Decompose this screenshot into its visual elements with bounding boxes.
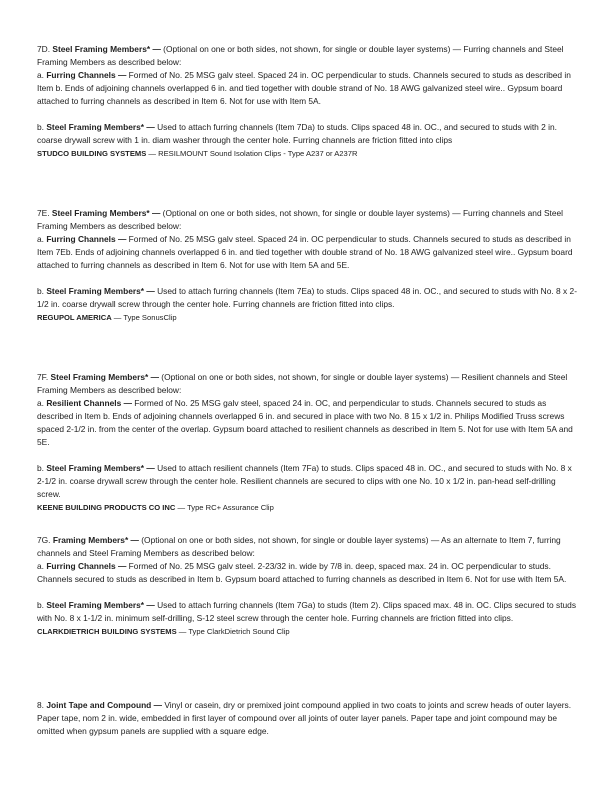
subitem-text: Formed of No. 25 MSG galv steel. Spaced 24 in. OC perpendicular to studs. Channels secured to studs as described in Item 7Eb. Ends of adjoining channels overlapped 6 in. and tied together with double strand of No. 18 AWG galvanized steel wire.. Gypsum board attached to furring channels as described in Item 6. Not for use with Item 5A and 5E. [37, 234, 573, 270]
item-text: Vinyl or casein, dry or premixed joint compound applied in two coats to joints and screw heads of outer layers. Paper tape, nom 2 in. wide, embedded in first layer of compound over all joints of outer layer panels. Paper tape and joint compound may be omitted when gypsum panels are supplied with a square edge. [37, 700, 572, 736]
subitem-title: Steel Framing Members* — [46, 463, 155, 473]
item-title: Steel Framing Members* — [50, 372, 159, 382]
subitem-a: a. Furring Channels — Formed of No. 25 MSG galv steel. 2-23/32 in. wide by 7/8 in. deep, spaced max. 24 in. OC perpendicular to studs. Channels secured to studs as described in Item b. Gypsum board attached to furring channels as described in Item 6. Not for use with Item 5A. [37, 561, 567, 584]
section-7e [37, 207, 577, 324]
section-intro [37, 207, 577, 233]
subitem-title: Furring Channels — [46, 561, 127, 571]
subitem-text: Formed of No. 25 MSG galv steel. 2-23/32 in. wide by 7/8 in. deep, spaced max. 24 in. OC perpendicular to studs. Channels secured to studs as described in Item b. Gypsum board attached to furring channels as described in Item 6. Not for use with Item 5A. [37, 561, 567, 584]
manufacturer-name: REGUPOL AMERICA [37, 313, 112, 322]
subitem-title: Furring Channels — [46, 70, 127, 80]
manufacturer-product: — Type RC+ Assurance Clip [175, 503, 274, 512]
item-number: 7E. [37, 208, 52, 218]
item-text: (Optional on one or both sides, not shown, for single or double layer systems) — Furring channels and Steel Framing Members as described below: [37, 208, 564, 231]
subitem-b: b. Steel Framing Members* — Used to attach furring channels (Item 7Da) to studs. Clips spaced 48 in. OC., and secured to studs with 2 in. coarse drywall screw with 1 in. diam washer through the center hole. Furring channels are friction fitted into clips [37, 122, 557, 145]
section-7g [37, 534, 577, 638]
subitem-b: b. Steel Framing Members* — Used to attach resilient channels (Item 7Fa) to studs. Clips spaced 48 in. OC., and secured to studs with No. 8 x 2-1/2 in. coarse drywall screw through the center hole. Resilient channels are secured to clips with one No. 10 x 1/2 in. pan-head self-drilling screw. [37, 463, 572, 499]
section-7d [37, 43, 577, 160]
manufacturer-line [37, 311, 577, 324]
manufacturer-name: CLARKDIETRICH BUILDING SYSTEMS [37, 627, 177, 636]
section-intro [37, 534, 577, 560]
subitem-a: a. Resilient Channels — Formed of No. 25 MSG galv steel, spaced 24 in. OC, and perpendicular to studs. Channels secured to studs as described in Item b. Ends of adjoining channels overlapped 6 in. and secured in place with two No. 8 15 x 1/2 in. Philips Modified Truss screws spaced 2-1/2 in. from the center of the overlap. Gypsum board attached to resilient channels as described in Item 5. Not for use with Item 5A and 5E. [37, 398, 573, 447]
item-8-paragraph [37, 699, 577, 738]
item-text: (Optional on one or both sides, not shown, for single or double layer systems) — Furring channels and Steel Framing Members as described below: [37, 44, 564, 67]
subitem-title: Steel Framing Members* — [46, 122, 155, 132]
subitem-text: Used to attach resilient channels (Item 7Fa) to studs. Clips spaced 48 in. OC., and secured to studs with No. 8 x 2-1/2 in. coarse drywall screw through the center hole. Resilient channels are secured to clips with one No. 10 x 1/2 in. pan-head self-drilling screw. [37, 463, 572, 499]
subitem-text: Formed of No. 25 MSG galv steel. Spaced 24 in. OC perpendicular to studs. Channels secured to studs as described in Item b. Ends of adjoining channels overlapped 6 in. and tied together with double strand of No. 18 AWG galvanized steel wire.. Gypsum board attached to furring channels as described in Item 6. Not for use with Item 5A. [37, 70, 571, 106]
manufacturer-line [37, 501, 577, 514]
manufacturer-name: KEENE BUILDING PRODUCTS CO INC [37, 503, 176, 512]
section-8 [37, 699, 577, 738]
subitem-a: a. Furring Channels — Formed of No. 25 MSG galv steel. Spaced 24 in. OC perpendicular to studs. Channels secured to studs as described in Item 7Eb. Ends of adjoining channels overlapped 6 in. and tied together with double strand of No. 18 AWG galvanized steel wire.. Gypsum board attached to furring channels as described in Item 6. Not for use with Item 5A and 5E. [37, 234, 573, 270]
subitem-title: Furring Channels — [46, 234, 127, 244]
manufacturer-product: — Type SonusClip [111, 313, 177, 322]
item-title: Steel Framing Members* — [51, 208, 161, 218]
item-number: 7D. [37, 44, 53, 54]
manufacturer-line [37, 147, 577, 160]
subitem-text: Used to attach furring channels (Item 7Ga) to studs (Item 2). Clips spaced max. 48 in. OC. Clips secured to studs with No. 8 x 1-1/2 in. minimum self-drilling, S-12 steel screw through the center hole. Furring channels are friction fitted into clips. [37, 600, 577, 623]
subitem-title: Steel Framing Members* — [46, 286, 155, 296]
manufacturer-product: — Type ClarkDietrich Sound Clip [176, 627, 290, 636]
subitem-b: b. Steel Framing Members* — Used to attach furring channels (Item 7Ga) to studs (Item 2). Clips spaced max. 48 in. OC. Clips secured to studs with No. 8 x 1-1/2 in. minimum self-drilling, S-12 steel screw through the center hole. Furring channels are friction fitted into clips. [37, 600, 577, 623]
subitem-title: Steel Framing Members* — [46, 600, 155, 610]
subitem-text: Used to attach furring channels (Item 7Da) to studs. Clips spaced 48 in. OC., and secured to studs with 2 in. coarse drywall screw with 1 in. diam washer through the center hole. Furring channels are friction fitted into clips [37, 122, 557, 145]
item-text: (Optional on one or both sides, not shown, for single or double layer systems) — Resilient channels and Steel Framing Members as described below: [37, 372, 568, 395]
manufacturer-line [37, 625, 577, 638]
item-number: 7G. [37, 535, 53, 545]
manufacturer-product: — RESILMOUNT Sound Isolation Clips - Type A237 or A237R [146, 149, 358, 158]
section-7f [37, 371, 577, 514]
section-intro [37, 371, 577, 397]
section-intro [37, 43, 577, 69]
manufacturer-name: STUDCO BUILDING SYSTEMS [37, 149, 147, 158]
item-title: Joint Tape and Compound — [46, 700, 163, 710]
item-title: Framing Members* — [52, 535, 139, 545]
item-number: 8. [37, 700, 47, 710]
subitem-a: a. Furring Channels — Formed of No. 25 MSG galv steel. Spaced 24 in. OC perpendicular to studs. Channels secured to studs as described in Item b. Ends of adjoining channels overlapped 6 in. and tied together with double strand of No. 18 AWG galvanized steel wire.. Gypsum board attached to furring channels as described in Item 6. Not for use with Item 5A. [37, 70, 571, 106]
item-title: Steel Framing Members* — [52, 44, 161, 54]
subitem-title: Resilient Channels — [46, 398, 132, 408]
item-text: (Optional on one or both sides, not shown, for single or double layer systems) — As an alternate to Item 7, furring channels and Steel Framing Members as described below: [37, 535, 561, 558]
item-number: 7F. [37, 372, 51, 382]
subitem-text: Used to attach furring channels (Item 7Ea) to studs. Clips spaced 48 in. OC., and secured to studs with No. 8 x 2-1/2 in. coarse drywall screw through the center hole. Furring channels are friction fitted into clips. [37, 286, 577, 309]
subitem-text: Formed of No. 25 MSG galv steel, spaced 24 in. OC, and perpendicular to studs. Channels secured to studs as described in Item b. Ends of adjoining channels overlapped 6 in. and secured in place with two No. 8 15 x 1/2 in. Philips Modified Truss screws spaced 2-1/2 in. from the center of the overlap. Gypsum board attached to resilient channels as described in Item 5. Not for use with Item 5A and 5E. [37, 398, 573, 447]
subitem-b: b. Steel Framing Members* — Used to attach furring channels (Item 7Ea) to studs. Clips spaced 48 in. OC., and secured to studs with No. 8 x 2-1/2 in. coarse drywall screw through the center hole. Furring channels are friction fitted into clips. [37, 286, 577, 309]
